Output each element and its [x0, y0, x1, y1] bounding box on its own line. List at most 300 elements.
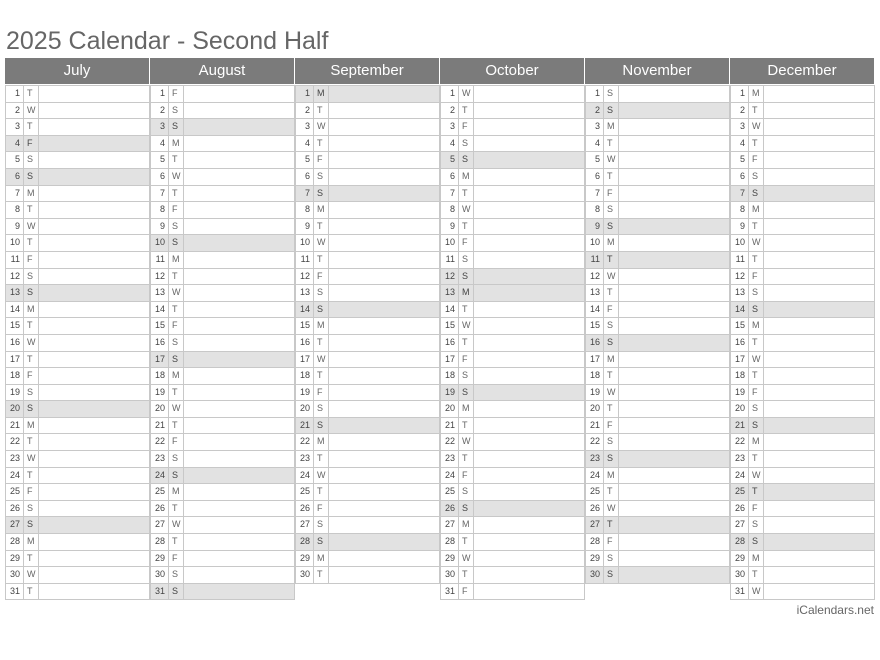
- day-row: [585, 202, 730, 219]
- day-row: [295, 517, 440, 534]
- weekday-letter: T: [169, 534, 184, 550]
- note-cell: [184, 352, 294, 368]
- day-number: 18: [441, 368, 459, 384]
- day-row: [440, 169, 585, 186]
- day-row: [295, 534, 440, 551]
- day-number: 27: [731, 517, 749, 533]
- day-row: [440, 335, 585, 352]
- day-number: 5: [586, 152, 604, 168]
- day-row: [150, 484, 295, 501]
- day-row: [5, 468, 150, 485]
- weekday-letter: T: [749, 484, 764, 500]
- day-number: 1: [6, 86, 24, 102]
- weekday-letter: S: [169, 235, 184, 251]
- note-cell: [619, 385, 729, 401]
- day-row: [150, 567, 295, 584]
- day-row: [5, 451, 150, 468]
- weekday-letter: T: [459, 451, 474, 467]
- weekday-letter: F: [749, 269, 764, 285]
- note-cell: [474, 186, 584, 202]
- weekday-letter: S: [24, 401, 39, 417]
- note-cell: [329, 352, 439, 368]
- note-cell: [474, 551, 584, 567]
- day-row: [150, 517, 295, 534]
- day-row: [150, 551, 295, 568]
- day-row: [440, 584, 585, 601]
- day-number: 8: [6, 202, 24, 218]
- day-number: 16: [731, 335, 749, 351]
- day-row: [585, 219, 730, 236]
- note-cell: [764, 584, 874, 600]
- month-header: December: [730, 58, 874, 84]
- note-cell: [184, 368, 294, 384]
- day-number: 3: [731, 119, 749, 135]
- note-cell: [39, 186, 149, 202]
- day-row: [295, 202, 440, 219]
- note-cell: [329, 484, 439, 500]
- weekday-letter: S: [459, 385, 474, 401]
- note-cell: [764, 418, 874, 434]
- weekday-letter: S: [169, 103, 184, 119]
- day-number: 3: [6, 119, 24, 135]
- day-row: [295, 219, 440, 236]
- day-row: [440, 468, 585, 485]
- note-cell: [329, 551, 439, 567]
- day-number: 25: [6, 484, 24, 500]
- note-cell: [39, 584, 149, 600]
- weekday-letter: F: [314, 152, 329, 168]
- note-cell: [39, 468, 149, 484]
- day-row: [295, 551, 440, 568]
- note-cell: [329, 385, 439, 401]
- weekday-letter: T: [169, 501, 184, 517]
- note-cell: [329, 169, 439, 185]
- day-row: [150, 85, 295, 103]
- day-row: [730, 501, 875, 518]
- day-number: 14: [151, 302, 169, 318]
- day-number: 30: [6, 567, 24, 583]
- note-cell: [184, 551, 294, 567]
- day-row: [585, 434, 730, 451]
- weekday-letter: T: [604, 401, 619, 417]
- weekday-letter: W: [24, 335, 39, 351]
- day-number: 28: [151, 534, 169, 550]
- day-row: [730, 385, 875, 402]
- day-row: [585, 136, 730, 153]
- day-number: 7: [6, 186, 24, 202]
- note-cell: [184, 302, 294, 318]
- weekday-letter: F: [169, 434, 184, 450]
- day-number: 19: [151, 385, 169, 401]
- weekday-letter: M: [314, 86, 329, 102]
- day-row: [585, 451, 730, 468]
- weekday-letter: F: [604, 186, 619, 202]
- note-cell: [39, 368, 149, 384]
- day-row: [5, 136, 150, 153]
- weekday-letter: S: [314, 302, 329, 318]
- weekday-letter: W: [604, 501, 619, 517]
- day-row: [440, 119, 585, 136]
- day-row: [150, 269, 295, 286]
- note-cell: [619, 401, 729, 417]
- note-cell: [619, 103, 729, 119]
- day-number: 19: [731, 385, 749, 401]
- note-cell: [39, 103, 149, 119]
- day-number: 27: [151, 517, 169, 533]
- site-credit: iCalendars.net: [796, 603, 874, 617]
- weekday-letter: F: [604, 418, 619, 434]
- day-number: 2: [6, 103, 24, 119]
- weekday-letter: T: [24, 86, 39, 102]
- day-number: 22: [6, 434, 24, 450]
- day-number: 31: [151, 584, 169, 600]
- note-cell: [619, 136, 729, 152]
- day-number: 1: [151, 86, 169, 102]
- weekday-letter: S: [169, 468, 184, 484]
- note-cell: [619, 484, 729, 500]
- weekday-letter: T: [749, 103, 764, 119]
- day-number: 14: [441, 302, 459, 318]
- note-cell: [474, 169, 584, 185]
- day-number: 24: [296, 468, 314, 484]
- day-number: 1: [441, 86, 459, 102]
- day-row: [295, 269, 440, 286]
- note-cell: [329, 252, 439, 268]
- day-list: [585, 85, 730, 584]
- day-row: [730, 235, 875, 252]
- day-row: [150, 103, 295, 120]
- note-cell: [39, 451, 149, 467]
- weekday-letter: S: [749, 401, 764, 417]
- weekday-letter: M: [314, 434, 329, 450]
- day-row: [295, 368, 440, 385]
- weekday-letter: M: [604, 468, 619, 484]
- day-number: 15: [586, 318, 604, 334]
- day-row: [730, 468, 875, 485]
- weekday-letter: W: [749, 235, 764, 251]
- day-number: 18: [151, 368, 169, 384]
- note-cell: [764, 401, 874, 417]
- note-cell: [184, 202, 294, 218]
- day-number: 18: [296, 368, 314, 384]
- day-number: 10: [731, 235, 749, 251]
- note-cell: [329, 335, 439, 351]
- note-cell: [764, 136, 874, 152]
- day-row: [730, 269, 875, 286]
- day-row: [5, 517, 150, 534]
- day-row: [440, 252, 585, 269]
- day-number: 24: [441, 468, 459, 484]
- day-number: 13: [6, 285, 24, 301]
- day-number: 10: [6, 235, 24, 251]
- note-cell: [474, 368, 584, 384]
- day-number: 25: [441, 484, 459, 500]
- note-cell: [39, 202, 149, 218]
- day-row: [585, 484, 730, 501]
- weekday-letter: T: [314, 335, 329, 351]
- day-row: [5, 152, 150, 169]
- day-row: [440, 368, 585, 385]
- day-number: 23: [6, 451, 24, 467]
- day-row: [585, 352, 730, 369]
- day-number: 9: [151, 219, 169, 235]
- weekday-letter: F: [169, 551, 184, 567]
- day-number: 7: [441, 186, 459, 202]
- day-number: 21: [296, 418, 314, 434]
- note-cell: [184, 119, 294, 135]
- note-cell: [764, 152, 874, 168]
- weekday-letter: F: [24, 484, 39, 500]
- day-number: 27: [586, 517, 604, 533]
- weekday-letter: S: [24, 285, 39, 301]
- note-cell: [619, 86, 729, 102]
- day-row: [585, 152, 730, 169]
- day-row: [440, 451, 585, 468]
- day-row: [5, 434, 150, 451]
- day-row: [5, 385, 150, 402]
- weekday-letter: T: [24, 468, 39, 484]
- day-number: 6: [441, 169, 459, 185]
- note-cell: [184, 468, 294, 484]
- day-row: [440, 136, 585, 153]
- note-cell: [39, 119, 149, 135]
- weekday-letter: T: [24, 584, 39, 600]
- note-cell: [474, 484, 584, 500]
- note-cell: [184, 335, 294, 351]
- day-number: 22: [731, 434, 749, 450]
- weekday-letter: W: [459, 86, 474, 102]
- day-number: 16: [296, 335, 314, 351]
- note-cell: [764, 352, 874, 368]
- note-cell: [39, 169, 149, 185]
- weekday-letter: W: [459, 318, 474, 334]
- note-cell: [764, 534, 874, 550]
- note-cell: [474, 335, 584, 351]
- day-number: 15: [731, 318, 749, 334]
- note-cell: [474, 434, 584, 450]
- day-number: 19: [586, 385, 604, 401]
- weekday-letter: M: [749, 318, 764, 334]
- day-row: [295, 318, 440, 335]
- day-number: 31: [441, 584, 459, 600]
- day-number: 9: [296, 219, 314, 235]
- day-number: 21: [6, 418, 24, 434]
- weekday-letter: M: [604, 119, 619, 135]
- day-row: [440, 186, 585, 203]
- day-number: 7: [151, 186, 169, 202]
- day-row: [440, 567, 585, 584]
- weekday-letter: S: [169, 335, 184, 351]
- day-row: [730, 368, 875, 385]
- day-list: [730, 85, 875, 600]
- weekday-letter: W: [314, 468, 329, 484]
- day-number: 11: [151, 252, 169, 268]
- day-row: [585, 269, 730, 286]
- day-row: [295, 567, 440, 584]
- note-cell: [184, 285, 294, 301]
- day-row: [150, 534, 295, 551]
- weekday-letter: T: [314, 567, 329, 583]
- note-cell: [329, 534, 439, 550]
- day-row: [440, 517, 585, 534]
- weekday-letter: W: [24, 219, 39, 235]
- day-row: [730, 451, 875, 468]
- day-number: 15: [151, 318, 169, 334]
- day-number: 28: [441, 534, 459, 550]
- weekday-letter: S: [749, 285, 764, 301]
- day-number: 25: [296, 484, 314, 500]
- note-cell: [764, 368, 874, 384]
- weekday-letter: M: [169, 484, 184, 500]
- day-row: [730, 551, 875, 568]
- day-number: 24: [731, 468, 749, 484]
- day-row: [585, 318, 730, 335]
- day-number: 29: [441, 551, 459, 567]
- day-number: 21: [151, 418, 169, 434]
- day-number: 9: [441, 219, 459, 235]
- day-row: [150, 434, 295, 451]
- note-cell: [474, 302, 584, 318]
- day-row: [150, 401, 295, 418]
- note-cell: [184, 451, 294, 467]
- note-cell: [619, 517, 729, 533]
- weekday-letter: S: [604, 335, 619, 351]
- weekday-letter: T: [314, 103, 329, 119]
- day-number: 20: [151, 401, 169, 417]
- day-number: 4: [296, 136, 314, 152]
- day-row: [5, 501, 150, 518]
- weekday-letter: T: [604, 285, 619, 301]
- day-number: 17: [441, 352, 459, 368]
- weekday-letter: F: [459, 119, 474, 135]
- day-number: 9: [586, 219, 604, 235]
- weekday-letter: M: [169, 252, 184, 268]
- day-number: 14: [6, 302, 24, 318]
- note-cell: [39, 302, 149, 318]
- day-number: 3: [151, 119, 169, 135]
- day-number: 21: [731, 418, 749, 434]
- day-number: 14: [731, 302, 749, 318]
- weekday-letter: T: [24, 434, 39, 450]
- weekday-letter: F: [749, 501, 764, 517]
- day-row: [585, 285, 730, 302]
- day-row: [5, 269, 150, 286]
- day-number: 20: [731, 401, 749, 417]
- note-cell: [764, 385, 874, 401]
- day-number: 10: [296, 235, 314, 251]
- day-number: 23: [151, 451, 169, 467]
- weekday-letter: T: [459, 418, 474, 434]
- weekday-letter: F: [169, 86, 184, 102]
- day-row: [730, 434, 875, 451]
- note-cell: [39, 136, 149, 152]
- day-row: [5, 285, 150, 302]
- month-december: [730, 58, 875, 600]
- day-row: [295, 468, 440, 485]
- day-number: 29: [151, 551, 169, 567]
- note-cell: [764, 551, 874, 567]
- day-row: [5, 119, 150, 136]
- weekday-letter: W: [749, 119, 764, 135]
- day-number: 27: [441, 517, 459, 533]
- weekday-letter: S: [24, 517, 39, 533]
- day-number: 28: [6, 534, 24, 550]
- day-row: [440, 551, 585, 568]
- weekday-letter: S: [604, 318, 619, 334]
- day-row: [5, 567, 150, 584]
- note-cell: [329, 302, 439, 318]
- day-number: 16: [6, 335, 24, 351]
- note-cell: [619, 202, 729, 218]
- note-cell: [184, 517, 294, 533]
- day-row: [295, 484, 440, 501]
- day-number: 17: [6, 352, 24, 368]
- weekday-letter: S: [459, 501, 474, 517]
- note-cell: [184, 584, 294, 600]
- day-row: [585, 252, 730, 269]
- note-cell: [329, 103, 439, 119]
- note-cell: [39, 269, 149, 285]
- day-number: 23: [586, 451, 604, 467]
- day-number: 13: [151, 285, 169, 301]
- weekday-letter: F: [459, 352, 474, 368]
- note-cell: [39, 501, 149, 517]
- day-number: 18: [731, 368, 749, 384]
- day-number: 5: [151, 152, 169, 168]
- weekday-letter: T: [314, 252, 329, 268]
- day-row: [440, 401, 585, 418]
- weekday-letter: W: [169, 169, 184, 185]
- day-number: 31: [731, 584, 749, 600]
- day-number: 17: [586, 352, 604, 368]
- day-number: 28: [731, 534, 749, 550]
- day-list: [440, 85, 585, 600]
- note-cell: [619, 534, 729, 550]
- day-row: [295, 385, 440, 402]
- note-cell: [39, 235, 149, 251]
- weekday-letter: F: [24, 368, 39, 384]
- weekday-letter: T: [459, 186, 474, 202]
- weekday-letter: M: [459, 401, 474, 417]
- note-cell: [329, 285, 439, 301]
- weekday-letter: T: [749, 451, 764, 467]
- day-number: 30: [586, 567, 604, 583]
- day-number: 12: [151, 269, 169, 285]
- day-number: 5: [441, 152, 459, 168]
- weekday-letter: F: [169, 318, 184, 334]
- weekday-letter: M: [749, 86, 764, 102]
- note-cell: [184, 434, 294, 450]
- day-number: 26: [731, 501, 749, 517]
- day-row: [295, 352, 440, 369]
- weekday-letter: T: [169, 302, 184, 318]
- day-row: [150, 368, 295, 385]
- day-row: [730, 285, 875, 302]
- note-cell: [329, 119, 439, 135]
- day-number: 26: [586, 501, 604, 517]
- note-cell: [474, 103, 584, 119]
- note-cell: [39, 352, 149, 368]
- day-number: 6: [296, 169, 314, 185]
- note-cell: [619, 186, 729, 202]
- day-row: [5, 534, 150, 551]
- note-cell: [39, 551, 149, 567]
- note-cell: [764, 235, 874, 251]
- day-row: [730, 136, 875, 153]
- note-cell: [39, 219, 149, 235]
- weekday-letter: T: [24, 551, 39, 567]
- weekday-letter: T: [459, 335, 474, 351]
